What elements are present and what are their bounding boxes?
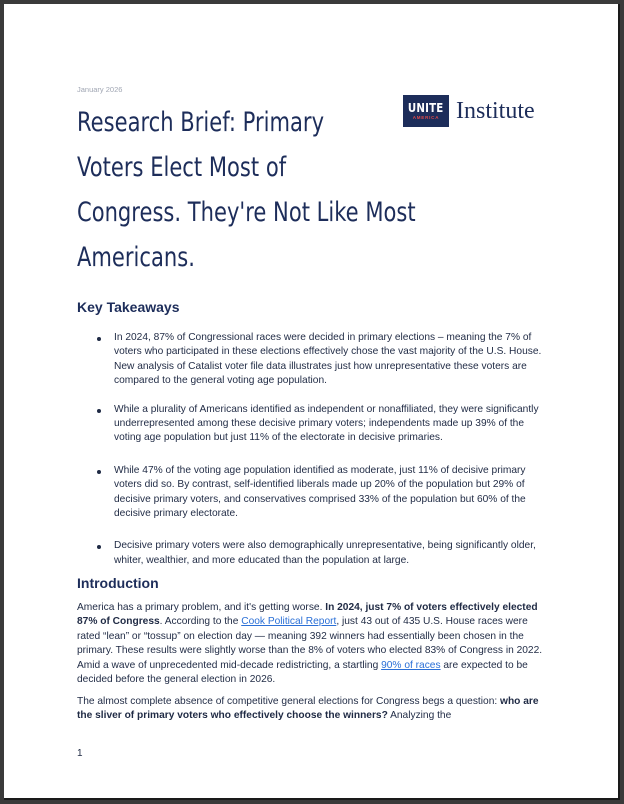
logo-america-text: AMERICA <box>412 115 440 120</box>
logo-badge <box>403 95 449 127</box>
logo-unite-text: UNITE <box>408 100 444 115</box>
text-run: Analyzing the <box>387 710 452 722</box>
bold-text: In 2024, just 7% of voters effectively elected 87% of Congress <box>77 602 538 628</box>
unite-america-institute-logo <box>403 95 535 127</box>
title-line: Research Brief: Primary <box>77 107 325 138</box>
takeaway-item: In 2024, 87% of Congressional races were decided in primary elections – meaning the 7% of voters who participated in these elections effectively chose the vast majority of the U.S. House. New analysis of Catalist voter file data illustrates just how unrepresentative these voters are compared to the general voting age population. <box>94 331 548 389</box>
title-line: Americans. <box>77 242 195 273</box>
takeaway-item: While 47% of the voting age population identified as moderate, just 11% of decisive primary voters did so. By contrast, self-identified liberals made up 20% of the population but 29% of decisive primary voters, and conservatives comprised 33% of the population but 60% of the decisive primary electorate. <box>94 464 548 522</box>
text-run: America has a primary problem, and it's getting worse. <box>77 602 326 613</box>
intro-paragraph-2 <box>77 695 549 724</box>
cook-political-report-link[interactable]: Cook Political Report <box>241 616 337 628</box>
publication-date: January 2026 <box>77 85 123 94</box>
takeaway-item: While a plurality of Americans identified as independent or nonaffiliated, they were significantly underrepresented among these decisive primary voters; independents made up 39% of the voting age population but just 11% of the electorate in decisive primaries. <box>94 403 548 446</box>
text-run: are expected to be decided before the general election in 2026. <box>77 659 528 686</box>
page-title <box>77 100 416 280</box>
intro-paragraph-1 <box>77 601 549 687</box>
title-line: Voters Elect Most of <box>77 152 287 183</box>
key-takeaways-list <box>94 331 548 568</box>
page-number: 1 <box>77 748 83 759</box>
introduction-heading: Introduction <box>77 575 159 591</box>
bold-text: who are the sliver of primary voters who effectively choose the winners? <box>77 696 539 722</box>
text-run: , just 43 out of 435 U.S. House races were rated “lean” or “tossup” on election day — meaning 392 winners had essentially been chosen in the primary. These results were slightly worse than the 8% of voters who elected 83% of Congress in 2022. Amid a wave of unprecedented mid-decade redistricting, a startling <box>77 616 543 671</box>
text-run: The almost complete absence of competitive general elections for Congress begs a question: <box>77 696 501 707</box>
text-run: . According to the <box>159 616 242 628</box>
title-line: Congress. They're Not Like Most <box>77 197 416 228</box>
key-takeaways-heading: Key Takeaways <box>77 299 180 315</box>
ninety-percent-races-link[interactable]: 90% of races <box>381 659 441 671</box>
document-page <box>4 4 620 800</box>
takeaway-item: Decisive primary voters were also demographically unrepresentative, being significantly older, whiter, wealthier, and more educated than the population at large. <box>94 539 548 568</box>
logo-institute-text: Institute <box>456 98 535 124</box>
